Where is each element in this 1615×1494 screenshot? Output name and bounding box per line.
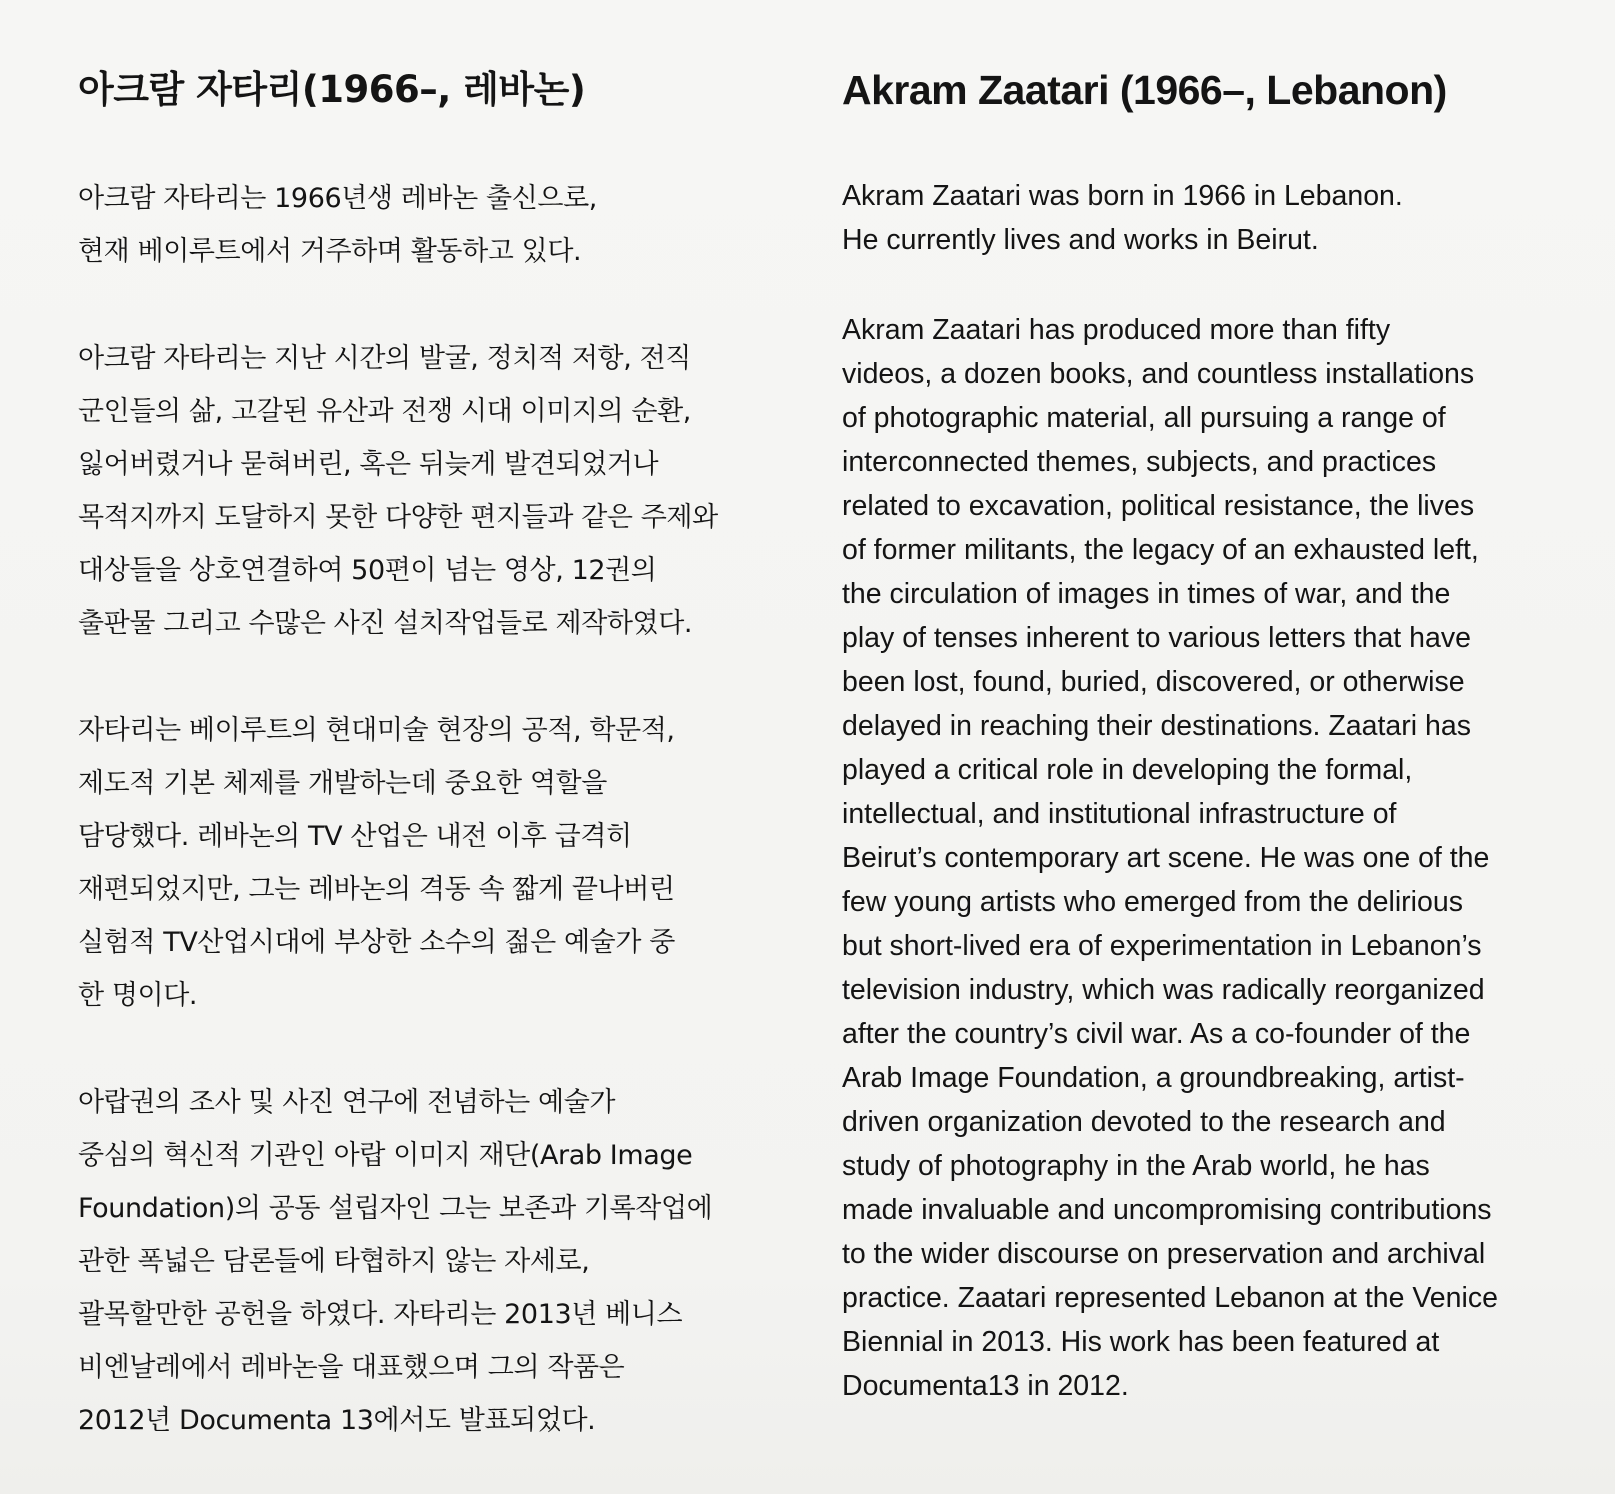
english-column bbox=[842, 62, 1572, 1408]
korean-heading: 아크람 자타리(1966–, 레바논) bbox=[78, 68, 586, 111]
korean-paragraph-1: 아크람 자타리는 1966년생 레바논 출신으로, 현재 베이루트에서 거주하며 활동하고 있다. bbox=[78, 183, 597, 267]
korean-paragraph-2: 아크람 자타리는 지난 시간의 발굴, 정치적 저항, 전직 군인들의 삶, 고갈된 유산과 전쟁 시대 이미지의 순환, 잃어버렸거나 묻혀버린, 혹은 뒤늦게 발견되었거나 목적지까지 도달하지 못한 다양한 편지들과 같은 주제와 대상들을 상호연결하여 50편이 넘는 영상, 12권의 출판물 그리고 수많은 사진 설치작업들로 제작하였다. bbox=[78, 343, 718, 639]
korean-paragraph-4: 아랍권의 조사 및 사진 연구에 전념하는 예술가 중심의 혁신적 기관인 아랍 이미지 재단(Arab Image Foundation)의 공동 설립자인 그는 보존과 기록작업에 관한 폭넓은 담론들에 타협하지 않는 자세로, 괄목할만한 공헌을 하였다. 자타리는 2013년 베니스 비엔날레에서 레바논을 대표했으며 그의 작품은 2012년 Documenta 13에서도 발표되었다. bbox=[78, 1087, 713, 1436]
korean-column bbox=[78, 62, 818, 1447]
english-paragraph-1: Akram Zaatari was born in 1966 in Lebanon. He currently lives and works in Beirut. bbox=[842, 180, 1403, 256]
korean-paragraph-3: 자타리는 베이루트의 현대미술 현장의 공적, 학문적, 제도적 기본 체제를 개발하는데 중요한 역할을 담당했다. 레바논의 TV 산업은 내전 이후 급격히 재편되었지만, 그는 레바논의 격동 속 짧게 끝나버린 실험적 TV산업시대에 부상한 소수의 젊은 예술가 중 한 명이다. bbox=[78, 715, 675, 1011]
english-paragraph-2: Akram Zaatari has produced more than fifty videos, a dozen books, and countless installations of photographic material, all pursuing a range of interconnected themes, subjects, and practices related to excavation, political resistance, the lives of former militants, the legacy of an exhausted left, the circulation of images in times of war, and the play of tenses inherent to various letters that have been lost, found, buried, discovered, or otherwise delayed in reaching their destinations. Zaatari has played a critical role in developing the formal, intellectual, and institutional infrastructure of Beirut’s contemporary art scene. He was one of the few young artists who emerged from the delirious but short-lived era of experimentation in Lebanon’s television industry, which was radically reorganized after the country’s civil war. As a co-founder of the Arab Image Foundation, a groundbreaking, artist- driven organization devoted to the research and study of photography in the Arab world, he has made invaluable and uncompromising contributions to the wider discourse on preservation and archival practice. Zaatari represented Lebanon at the Venice Biennial in 2013. His work has been featured at Documenta13 in 2012. bbox=[842, 314, 1498, 1402]
english-heading: Akram Zaatari (1966–, Lebanon) bbox=[842, 67, 1447, 113]
